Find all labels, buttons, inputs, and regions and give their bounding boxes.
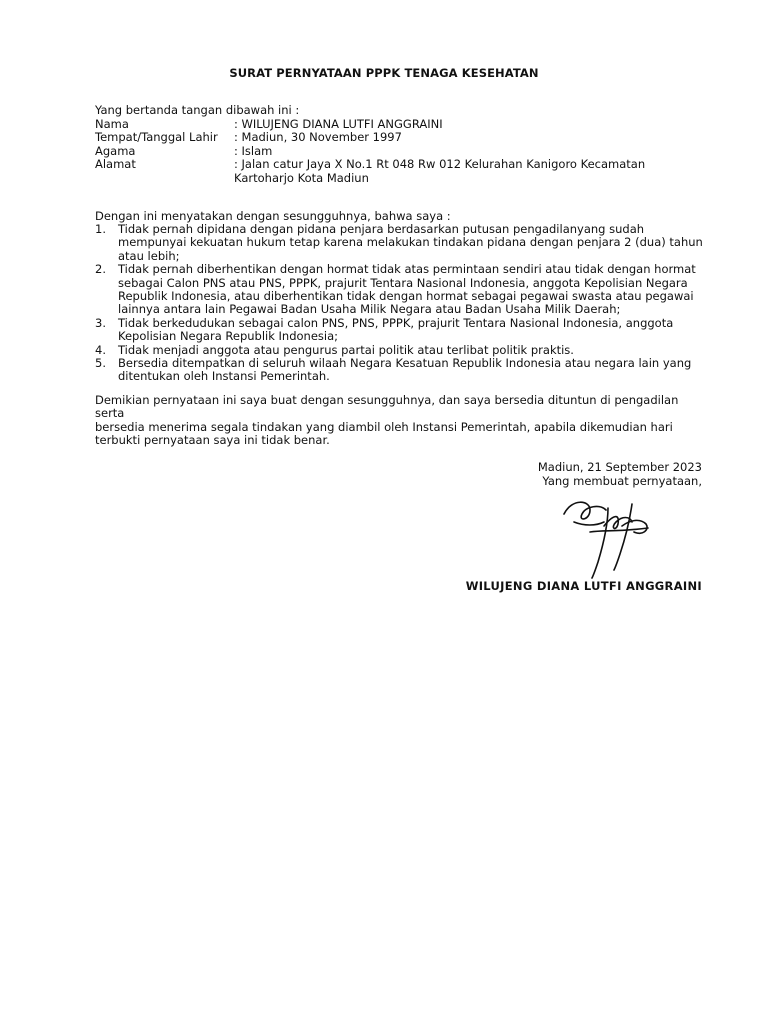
statement-item xyxy=(95,344,715,357)
item-number: 2. xyxy=(95,262,106,277)
item-line: lainnya antara lain Pegawai Badan Usaha Milik Negara atau Badan Usaha Milik Daerah; xyxy=(118,302,621,317)
statement-item xyxy=(95,317,715,344)
signer-name: WILUJENG DIANA LUTFI ANGGRAINI xyxy=(465,579,702,593)
identity-label: Alamat xyxy=(95,157,136,172)
identity-value: : Madiun, 30 November 1997 xyxy=(234,130,402,145)
statement-item xyxy=(95,263,715,317)
identity-label: Agama xyxy=(95,143,136,158)
identity-row-religion xyxy=(95,145,695,158)
item-number: 1. xyxy=(95,222,106,236)
identity-row-address xyxy=(95,158,695,171)
item-line: ditentukan oleh Instansi Pemerintah. xyxy=(118,369,330,384)
item-number: 5. xyxy=(95,356,106,371)
item-line: mempunyai kekuatan hukum tetap karena melakukan tindakan pidana dengan penjara 2 (dua) tahun xyxy=(118,235,703,250)
identity-row-name xyxy=(95,118,695,131)
closing-paragraph xyxy=(95,394,710,448)
statement-item xyxy=(95,357,715,384)
signer-role: Yang membuat pernyataan, xyxy=(542,474,702,488)
statement-item xyxy=(95,223,715,263)
item-number: 3. xyxy=(95,315,106,330)
identity-value-continued: Kartoharjo Kota Madiun xyxy=(234,170,369,185)
statement-list xyxy=(95,223,715,384)
item-line: Bersedia ditempatkan di seluruh wilaah Negara Kesatuan Republik Indonesia atau negara lain yang xyxy=(118,356,692,371)
identity-value: : WILUJENG DIANA LUTFI ANGGRAINI xyxy=(234,117,443,131)
item-line: Tidak pernah dipidana dengan pidana penjara berdasarkan putusan pengadilanyang sudah xyxy=(118,222,645,236)
closing-line: Demikian pernyataan ini saya buat dengan sesungguhnya, dan saya bersedia dituntun di pengadilan serta xyxy=(95,393,679,421)
item-line: Tidak menjadi anggota atau pengurus partai politik atau terlibat politik praktis. xyxy=(118,342,574,357)
intro-text: Yang bertanda tangan dibawah ini : xyxy=(95,103,300,117)
item-line: Kepolisian Negara Republik Indonesia; xyxy=(118,329,339,344)
identity-row-birth xyxy=(95,131,695,144)
signature-image xyxy=(560,492,655,580)
item-line: Tidak pernah diberhentikan dengan hormat tidak atas permintaan sendiri atau tidak dengan hormat xyxy=(118,262,696,277)
document-title: SURAT PERNYATAAN PPPK TENAGA KESEHATAN xyxy=(229,66,539,80)
item-line: sebagai Calon PNS atau PNS, PPPK, prajurit Tentara Nasional Indonesia, anggota Kepolisian Negara xyxy=(118,275,688,290)
identity-table xyxy=(95,118,695,185)
statement-intro: Dengan ini menyatakan dengan sesungguhnya, bahwa saya : xyxy=(95,209,451,223)
item-line: Tidak berkedudukan sebagai calon PNS, PNS, PPPK, prajurit Tentara Nasional Indonesia, anggota xyxy=(118,315,674,330)
identity-row-address-cont xyxy=(95,172,695,185)
identity-label: Tempat/Tanggal Lahir xyxy=(95,130,218,145)
identity-value: : Jalan catur Jaya X No.1 Rt 048 Rw 012 Kelurahan Kanigoro Kecamatan xyxy=(234,157,646,172)
item-line: Republik Indonesia, atau diberhentikan tidak dengan hormat sebagai pegawai swasta atau pegawai xyxy=(118,289,694,304)
place-date: Madiun, 21 September 2023 xyxy=(537,460,702,474)
closing-line: bersedia menerima segala tindakan yang diambil oleh Instansi Pemerintah, apabila dikemudian hari xyxy=(95,419,673,434)
identity-label: Nama xyxy=(95,117,129,131)
identity-value: : Islam xyxy=(234,143,273,158)
closing-line: terbukti pernyataan saya ini tidak benar. xyxy=(95,433,330,448)
item-number: 4. xyxy=(95,342,106,357)
item-line: atau lebih; xyxy=(118,248,180,263)
